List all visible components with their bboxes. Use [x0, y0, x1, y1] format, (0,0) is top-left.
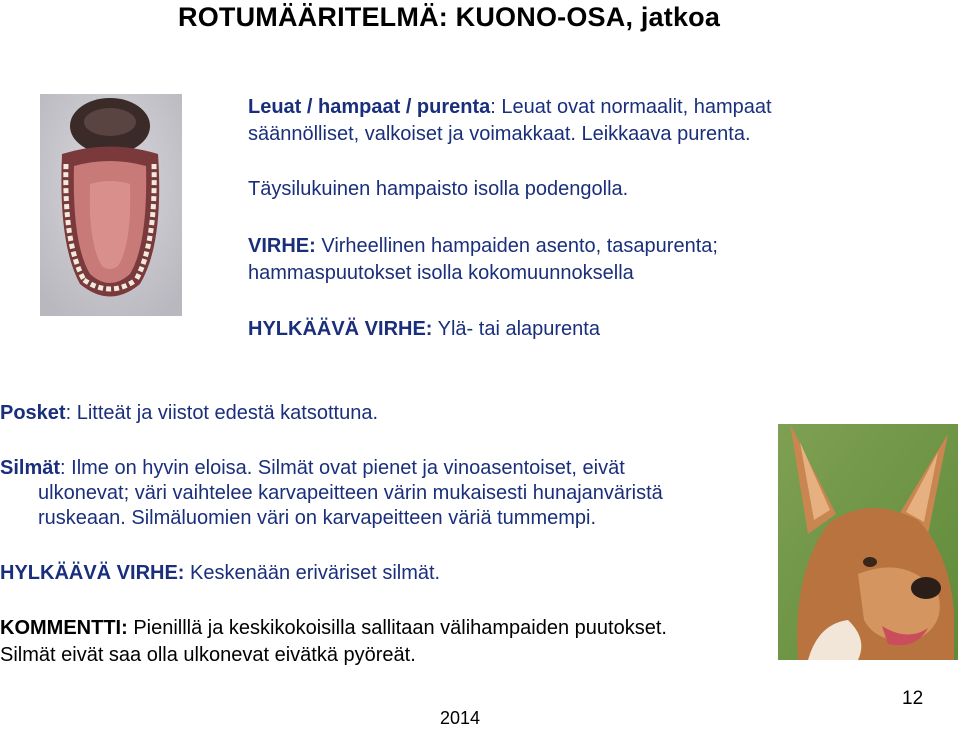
disqualifying-fault-1-label: HYLKÄÄVÄ VIRHE:	[248, 318, 433, 340]
dog-head-photo	[778, 424, 958, 660]
comment-text-2: Silmät eivät saa olla ulkonevat eivätkä pyöreät.	[0, 644, 416, 666]
dog-mouth-photo	[40, 94, 182, 316]
cheeks-label: Posket	[0, 402, 66, 424]
comment-line-1	[0, 615, 667, 642]
fault-label: VIRHE:	[248, 235, 316, 257]
eyes-line-1	[0, 455, 625, 482]
eyes-label: Silmät	[0, 457, 61, 479]
footer-year: 2014	[440, 708, 481, 728]
cheeks-line	[0, 400, 378, 427]
cheeks-text: : Litteät ja viistot edestä katsottuna.	[65, 402, 378, 424]
teeth-text-1: : Leuat ovat normaalit, hampaat	[490, 96, 772, 118]
teeth-label: Leuat / hampaat / purenta	[248, 96, 491, 118]
eyes-text-2: ulkonevat; väri vaihtelee karvapeitteen värin mukaisesti hunajanväristä	[38, 482, 663, 504]
page-number: 12	[902, 688, 924, 709]
eyes-text-3: ruskeaan. Silmäluomien väri on karvapeitteen väriä tummempi.	[38, 507, 597, 529]
disqualifying-fault-2	[0, 560, 440, 587]
fault-text-1: Virheellinen hampaiden asento, tasapurenta;	[315, 235, 718, 257]
teeth-line-1	[248, 94, 772, 121]
disqualifying-fault-2-text: Keskenään eriväriset silmät.	[184, 562, 441, 584]
disqualifying-fault-2-label: HYLKÄÄVÄ VIRHE:	[0, 562, 185, 584]
teeth-text-2: säännölliset, valkoiset ja voimakkaat. Leikkaava purenta.	[248, 123, 751, 145]
fault-line-1	[248, 233, 718, 260]
fault-text-2: hammaspuutokset isolla kokomuunnoksella	[248, 262, 634, 284]
eyes-text-1: : Ilme on hyvin eloisa. Silmät ovat pienet ja vinoasentoiset, eivät	[60, 457, 625, 479]
full-dentition-text: Täysilukuinen hampaisto isolla podengolla.	[248, 178, 629, 200]
comment-label: KOMMENTTI:	[0, 617, 128, 639]
comment-text-1: Pienilllä ja keskikokoisilla sallitaan välihampaiden puutokset.	[127, 617, 667, 639]
disqualifying-fault-1-text: Ylä- tai alapurenta	[432, 318, 600, 340]
disqualifying-fault-1	[248, 316, 600, 343]
page-title: ROTUMÄÄRITELMÄ: KUONO-OSA, jatkoa	[178, 2, 721, 32]
